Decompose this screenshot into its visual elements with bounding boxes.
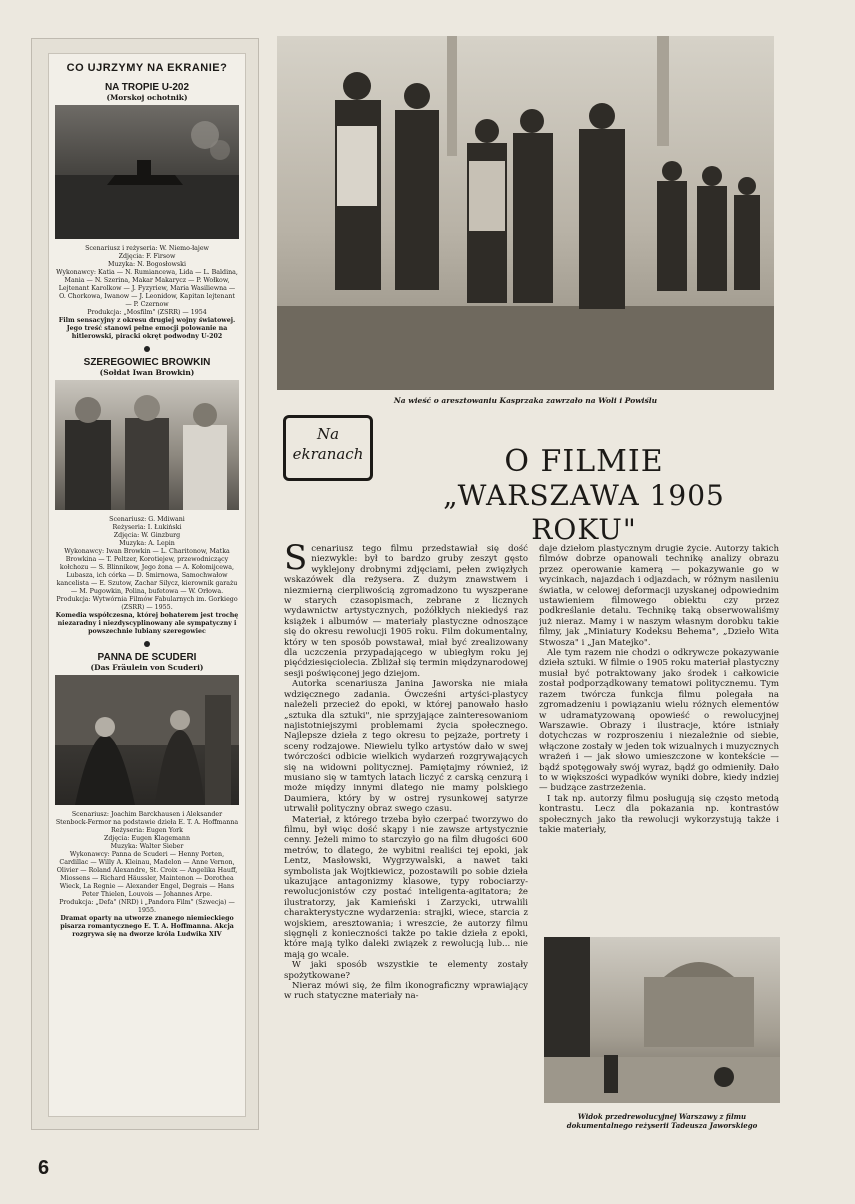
crowd-of-workers-drawing [277,36,774,390]
credit-line: Wykonawcy: Panna de Scuderi — Henny Porten, Cardillac — Willy A. Kleinau, Madelon — Anne Vernon, Olivier — Roland Alexandre, St. Croix — Angelika Hauff, Miossens — Richard Häussler, Maintenon — Dorothea Wieck, La Regnie — Alexander Engel, Degrais — Hans Peter Thielen, Louvois — Johannes Arpe. [56,851,238,898]
credit-line: Muzyka: Walter Sieber [110,843,184,850]
credit-line: Scenariusz: G. Mdiwani [109,516,185,523]
sidebar-column [48,53,246,1117]
paragraph: Nieraz mówi się, że film ikonograficzny wprawiający w ruch statyczne materiały na- [284,981,528,1002]
submarine-illustration [55,105,239,239]
film-subtitle: (Morskoj ochotnik) [106,93,188,102]
film-subtitle: (Das Fräulein von Scuderi) [90,663,204,672]
credit-line: Produkcja: Wytwórnia Filmów Fabularnych im. Gorkiego (ZSRR) — 1955. [56,596,238,611]
photo-caption: Widok przedrewolucyjnej Warszawy z filmu dokumentalnego reżyserii Tadeusza Jaworskiego [566,1112,758,1130]
hero-illustration [277,36,774,390]
headline-line: „WARSZAWA 1905 ROKU" [443,479,725,546]
page-number: 6 [38,1157,50,1179]
na-ekranach-logo [283,415,373,481]
credit-line: Muzyka: A. Lepin [119,540,175,547]
film-title: SZEREGOWIEC BROWKIN [83,357,211,368]
credit-line: Muzyka: N. Bogosłowski [108,261,186,268]
paragraph: Autorka scenariusza Janina Jaworska nie miała wdzięcznego zadania. Ówcześni artyści-plastycy należeli przecież do epoki, w której panowało hasło „sztuka dla sztuki", nie sprzyjające zainteresowaniom najistotniejszymi problemami życia społecznego. Najlepsze dzieła z tego okresu to pejzaże, portrety i sceny rodzajowe. Niewielu tylko artystów dało w swej twórczości odbicie wielkich wydarzeń rozgrywających się na widowni politycznej. Pamiętajmy również, iż musiano się w tamtych latach liczyć z carską cenzurą i może między innymi dlatego nie mamy polskiego Daumiera, który by w ostrej rysunkowej satyrze utrwalił polityczny obraz swego czasu. [284,679,528,815]
credit-line: Produkcja: „Mosfilm" (ZSRR) — 1954 [87,309,207,316]
film-credits [55,811,239,939]
article-column-2 [539,544,779,934]
credit-line: Zdjęcia: Eugen Klagemann [103,835,191,842]
credit-line: Reżyseria: Eugen York [111,827,183,834]
article-headline [386,445,782,547]
logo-line: ekranach [292,445,364,463]
hero-caption: Na wieść o aresztowaniu Kasprzaka zawrzało na Woli i Powiślu [393,396,658,405]
film-still-submarine [55,105,239,239]
separator-dot [144,346,150,352]
sidebar-heading: CO UJRZYMY NA EKRANIE? [66,62,228,74]
paragraph: Ale tym razem nie chodzi o odkrywcze pokazywanie dzieła sztuki. W filmie o 1905 roku materiał plastyczny musiał być potraktowany jako środek i całkowicie został podporządkowany tematowi politycznemu. Tym razem twórcza funkcja filmu polegała na zgromadzeniu i powiązaniu wielu różnych elementów w udramatyzowaną opowieść o rewolucyjnej Warszawie. Obrazy i ilustracje, które istniały dotychczas w rozproszeniu i niezależnie od siebie, włączone zostały w jeden tok wizualnych i muzycznych wrażeń i — jak słowo umieszczone w kontekście — bądź spotęgowały swój wyraz, bądź go odmieniły. Dało to w większości wypadków wyniki dobre, kiedy indziej — budzące zastrzeżenia. [539,648,779,794]
film-credits [55,516,239,636]
film-blurb: Film sensacyjny z okresu drugiej wojny światowej. Jego treść stanowi pełne emocji polowanie na hitlerowski, piracki okręt podwodny U-202 [58,317,236,340]
article-column-1 [284,544,528,1092]
credit-line: Zdjęcia: W. Ginzburg [113,532,181,539]
credit-line: Scenariusz i reżyseria: W. Niemo-łajew [85,245,209,252]
credit-line: Zdjęcia: F. Firsow [118,253,176,260]
warsaw-street-photo [544,937,780,1103]
film-still-scuderi [55,675,239,805]
credit-line: Scenariusz: Joachim Barckhausen i Aleksander Stenbock-Fermor na podstawie dzieła E. T. A. Hoffmanna [55,811,239,826]
credit-line: Wykonawcy: Iwan Browkin — L. Charitonow, Matka Browkina — T. Peltzer, Korotiejew, przewodniczący kołchozu — S. Blinnikow, Jego żona — A. Kołomijcewa, Lubasza, ich córka — D. Smirnowa, Samochwałow kancelista — E. Szutow, Zachar Silycz, kierownik garażu — M. Pugowkin, Polina, bufetowa — W. Orłowa. [56,548,238,595]
headline-line: O FILMIE [504,444,664,479]
sidebar-frame [31,38,259,1130]
street-scene-drawing [544,937,780,1103]
credit-line: Reżyseria: I. Łukiński [112,524,182,531]
paragraph: Materiał, z którego trzeba było czerpać tworzywo do filmu, był więc dość skąpy i nie zawsze artystycznie cenny. Jeżeli mimo to starczyło go na film długości 600 metrów, to dlatego, że wybitni realiści tej epoki, jak Lentz, Masłowski, Wygrzywalski, a nawet taki symbolista jak Wojtkiewicz, pozostawili po sobie dzieła ukazujące antagonizmy klasowe, typy robociarzy-rewolucjonistów czy postać inteligenta-agitatora; że ilustratorzy, jak Kamieński i Zarzycki, utrwalili charakterystyczne wydarzenia: strajki, wiece, starcia z wojskiem, aresztowania; i wreszcie, że autorzy filmu sięgnęli z konieczności także po takie dzieła z epoki, które mają tylko daleki związek z rewolucją lub... nie mają go wcale. [284,814,528,960]
film-title: PANNA DE SCUDERI [97,652,197,663]
logo-line: Na [316,425,340,443]
period-drama-illustration [55,675,239,805]
paragraph: W jaki sposób wszystkie te elementy zostały spożytkowane? [284,960,528,981]
film-blurb: Dramat oparty na utworze znanego niemieckiego pisarza romantycznego E. T. A. Hoffmanna. Akcja rozgrywa się na dworze króla Ludwika XIV [60,915,234,938]
credit-line: Produkcja: „Defa" (NRD) i „Pandora Film" (Szwecja) — 1955. [59,899,235,914]
film-credits [55,245,239,341]
drop-cap: S [284,544,308,578]
credit-line: Wykonawcy: Katia — N. Rumiancewa, Lida — L. Baldina, Mania — N. Szerina, Makar Makarycz — P. Wołkow, Lejtenant Karolkow — J. Fyzyriew, Maria Wasiliewna — O. Chorkowa, Iwanow — J. Leonidow, Kapitan lejtenant — P. Czernow [56,269,238,308]
film-title: NA TROPIE U-202 [104,82,190,93]
paragraph: cenariusz tego filmu przedstawiał się dość niezwykle: był to bardzo gruby zeszyt gęsto wyklejony drobnymi zdjęciami, pełen zwięzłych wskazówek dla reżysera. Z dużym znawstwem i niezmierną cierpliwością zgromadzono tu wyszperane w starych czasopismach, zebrane z licznych wydawnictw artystycznych, poźółkłych niekiedyś raz książek i albumów — materiały plastyczne odnoszące się do okresu rewolucji 1905 roku. Film dokumentalny, który w ten sposób powstawał, miał być zrealizowany dla uczczenia przypadającego w ubiegłym roku jej pięćdziesięciolecia. Zbliżał się termin międzynarodowej sesji poświęconej jego dziejom. [284,544,528,679]
paragraph: I tak np. autorzy filmu posługują się często metodą kontrastu. Lecz dla pokazania np. kontrastów społecznych jako tła rewolucji wykorzystują także i takie materiały, [539,793,779,835]
film-blurb: Komedia współczesna, której bohaterem jest trochę niezaradny i niezdyscyplinowany ale sympatyczny i powszechnie lubiany szeregowiec [55,612,239,635]
separator-dot [144,641,150,647]
film-subtitle: (Sołdat Iwan Browkin) [99,368,195,377]
paragraph: daje dziełom plastycznym drugie życie. Autorzy takich filmów dobrze opanowali technikę analizy obrazu przez operowanie kamerą — pokazywanie go w wycinkach, najazdach i odjazdach, w różnym nasileniu światła, w celowej deformacji uzyskanej odpowiednim ustawieniem filmowego obiektu czy przez podkreślanie detalu. Technikę taką obserwowaliśmy już nieraz. Mamy i w naszym własnym dorobku takie filmy, jak „Miniatury Kodeksu Behema", „Dzieło Wita Stwosza" i „Jan Matejko". [539,544,779,648]
soldiers-illustration [55,380,239,510]
film-still-soldier [55,380,239,510]
